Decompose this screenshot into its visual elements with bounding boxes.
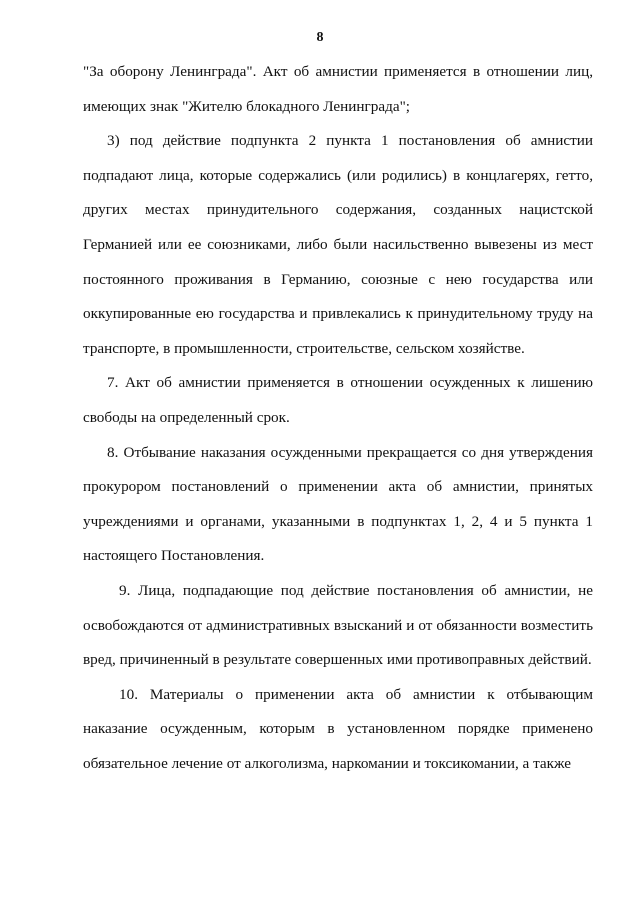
paragraph-item-10: 10. Материалы о применении акта об амнистии к отбывающим наказание осужденным, которым в установленном порядке применено обязательное лечение от алкоголизма, наркомании и токсикомании, а также [83,685,593,772]
paragraph-item-9: 9. Лица, подпадающие под действие постановления об амнистии, не освобождаются от административных взысканий и от обязанности возместить вред, причиненный в результате совершенных ими противоправных действий. [83,581,593,669]
paragraph-continuation: "За оборону Ленинграда". Акт об амнистии применяется в отношении лиц, имеющих знак "Жителю блокадного Ленинграда"; [83,63,593,115]
paragraph-subitem-3: 3) под действие подпункта 2 пункта 1 постановления об амнистии подпадают лица, которые содержались (или родились) в концлагерях, гетто, других местах принудительного содержания, созданных нацистской Германией или ее союзниками, либо были насильственно вывезены из мест постоянного проживания в Германию, союзные с нею государства или оккупированные ею государства и привлекались к принудительному труду на транспорте, в промышленности, строительстве, сельском хозяйстве. [83,132,593,357]
page-number: 8 [316,30,324,45]
document-body [83,55,593,781]
paragraph-item-8: 8. Отбывание наказания осужденными прекращается со дня утверждения прокурором постановлений о применении акта об амнистии, принятых учреждениями и органами, указанными в подпунктах 1, 2, 4 и 5 пункта 1 настоящего Постановления. [83,443,593,565]
paragraph-item-7: 7. Акт об амнистии применяется в отношении осужденных к лишению свободы на определенный срок. [83,374,593,426]
